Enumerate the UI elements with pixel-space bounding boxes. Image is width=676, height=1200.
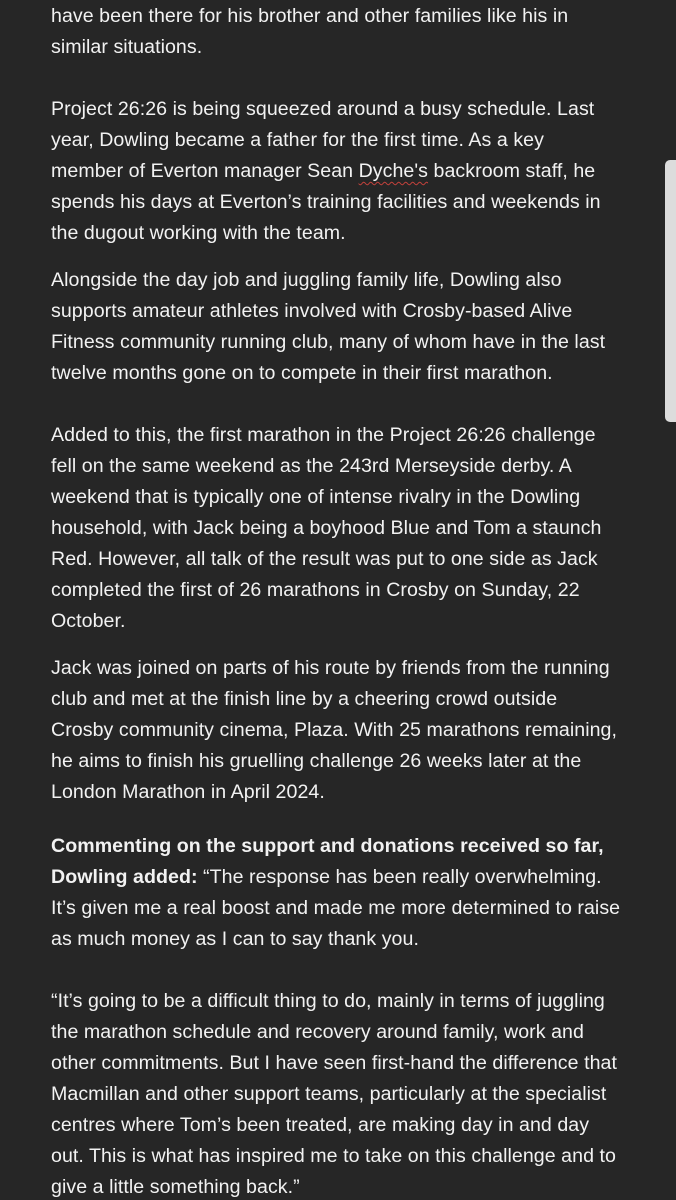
- paragraph-3: Alongside the day job and juggling family life, Dowling also supports amateur athletes involved with Crosby-based Alive Fitness community running club, many of whom have in the last twelve months gone on to compete in their first marathon.: [51, 269, 606, 384]
- paragraph-5: Jack was joined on parts of his route by friends from the running club and met at the finish line by a cheering crowd outside Crosby community cinema, Plaza. With 25 marathons remaining, he aims to finish his gruelling challenge 26 weeks later at the London Marathon in April 2024.: [51, 657, 617, 803]
- scrollbar-thumb[interactable]: [665, 160, 676, 422]
- paragraph-2-text-end: backroom staff, he spends his days at Everton’s training facilities and weekends in the dugout working with the team.: [51, 160, 601, 244]
- spellcheck-flagged-word[interactable]: Dyche's: [358, 160, 429, 182]
- paragraph-4: Added to this, the first marathon in the Project 26:26 challenge fell on the same weekend as the 243rd Merseyside derby. A weekend that is typically one of intense rivalry in the Dowling household, with Jack being a boyhood Blue and Tom a staunch Red. However, all talk of the result was put to one side as Jack completed the first of 26 marathons in Crosby on Sunday, 22 October.: [51, 424, 602, 632]
- paragraph-6: [51, 831, 621, 955]
- paragraph-2-text-start: Project 26:26 is being squeezed around a busy schedule. Last year, Dowling became a father for the first time. As a key member of Everton manager Sean: [51, 98, 595, 182]
- paragraph-7: “It’s going to be a difficult thing to do, mainly in terms of juggling the marathon schedule and recovery around family, work and other commitments. But I have seen first-hand the difference that Macmillan and other support teams, particularly at the specialist centres where Tom’s been treated, are making day in and day out. This is what has inspired me to take on this challenge and to give a little something back.”: [51, 990, 617, 1198]
- paragraph-1: have been there for his brother and other families like his in similar situations.: [51, 5, 569, 58]
- paragraph-6-lead-in: Commenting on the support and donations received so far, Dowling added:: [51, 835, 604, 888]
- paragraph-2: [51, 94, 621, 249]
- paragraph-6-quote: “The response has been really overwhelming. It’s given me a real boost and made me more determined to raise as much money as I can to say thank you.: [51, 866, 621, 950]
